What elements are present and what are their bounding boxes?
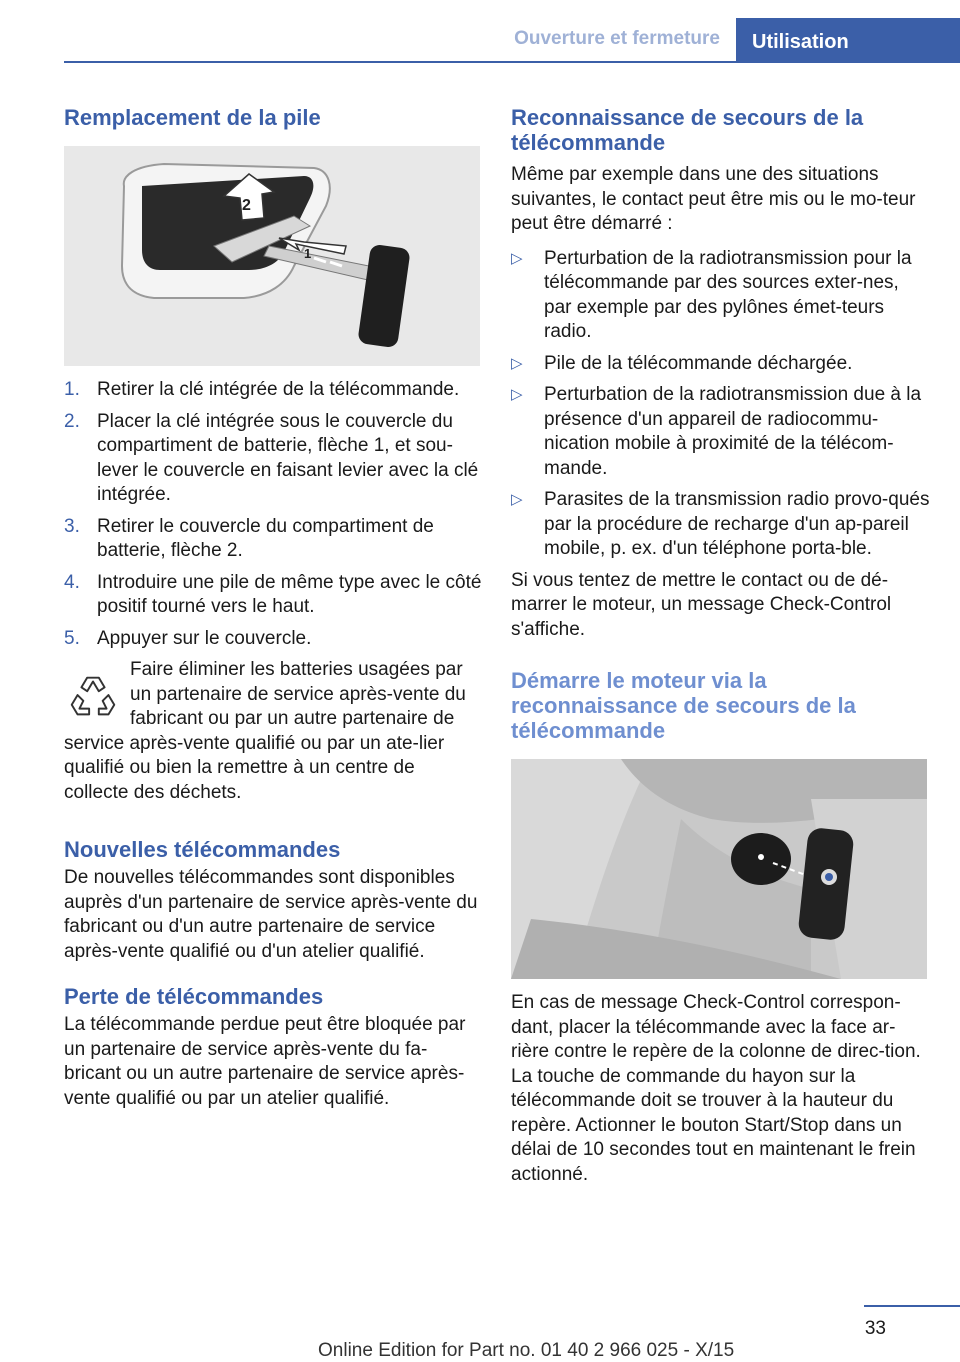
situations-list bbox=[511, 247, 931, 562]
left-column bbox=[64, 100, 482, 1111]
heading-start-engine: Démarre le moteur via la reconnaissance de secours de la télécommande bbox=[511, 668, 856, 743]
start-engine-text: En cas de message Check-Control correspon-dant, placer la télécommande avec la face ar-rière contre le repère de la colonne de direc-tion. La touche de commande du hayon sur la télécommande doit se trouver à la hauteur du repère. Actionner le bouton Start/Stop dans un délai de 10 secondes tout en maintenant le frein actionné. bbox=[511, 992, 921, 1185]
battery-steps-list bbox=[64, 378, 482, 651]
triangle-bullet-icon: ▷ bbox=[511, 249, 523, 267]
list-item: 1. Retirer la clé intégrée de la télécommande. bbox=[64, 379, 460, 400]
header-section-title: Ouverture et fermeture bbox=[514, 28, 720, 49]
environment-note bbox=[64, 658, 482, 805]
key-battery-drawing bbox=[64, 146, 480, 366]
check-control-text: Si vous tentez de mettre le contact ou de dé-marrer le moteur, un message Check-Control s'affiche. bbox=[511, 569, 892, 640]
steering-column-drawing bbox=[511, 759, 927, 979]
list-item: ▷ Pile de la télécommande déchargée. bbox=[511, 352, 931, 377]
triangle-bullet-icon: ▷ bbox=[511, 386, 523, 403]
page-number: 33 bbox=[864, 1318, 886, 1339]
footer-rule bbox=[864, 1305, 960, 1307]
heading-emergency-detection: Reconnaissance de secours de la télécommande bbox=[511, 105, 864, 155]
list-item: ▷ Parasites de la transmission radio provo-qués par la procédure de recharge d'un ap-pareil mobile, p. ex. d'un téléphone porta-ble. bbox=[511, 489, 930, 559]
list-item: 2. Placer la clé intégrée sous le couvercle du compartiment de batterie, flèche 1, et sou-lever le couvercle en faisant levier avec la clé intégrée. bbox=[64, 410, 479, 505]
svg-text:1: 1 bbox=[304, 246, 312, 261]
heading-new-remotes: Nouvelles télécommandes bbox=[64, 837, 341, 862]
heading-lost-remotes: Perte de télécommandes bbox=[64, 984, 324, 1009]
triangle-bullet-icon: ▷ bbox=[511, 354, 523, 372]
key-battery-illustration bbox=[64, 146, 480, 366]
heading-battery-replacement: Remplacement de la pile bbox=[64, 105, 321, 130]
right-column bbox=[511, 100, 931, 1187]
environment-note-text: Faire éliminer les batteries usagées par un partenaire de service après-vente du fabricant ou par un autre partenaire de service après-vente qualifié ou par un ate-lier qualifié ou bien la remettre à un centre de collecte des déchets. bbox=[64, 659, 466, 803]
steering-column-illustration bbox=[511, 759, 927, 979]
header-rule bbox=[64, 61, 960, 63]
list-item: ▷ Perturbation de la radiotransmission pour la télécommande par des sources exter-nes, par exemple par des pylônes émet-teurs radio. bbox=[511, 247, 912, 342]
list-item: 3. Retirer le couvercle du compartiment de batterie, flèche 2. bbox=[64, 515, 434, 561]
edition-note: Online Edition for Part no. 01 40 2 966 025 - X/15 bbox=[318, 1340, 735, 1361]
list-item: ▷ Perturbation de la radiotransmission due à la présence d'un appareil de radiocommu-nication mobile à proximité de la télécom-mande. bbox=[511, 384, 922, 479]
new-remotes-text: De nouvelles télécommandes sont disponibles auprès d'un partenaire de service après-vente du fabricant ou d'un autre partenaire de service après-vente qualifié ou d'un atelier qualifié. bbox=[64, 867, 478, 962]
lost-remotes-text: La télécommande perdue peut être bloquée par un partenaire de service après-vente du fa-bricant ou un autre partenaire de service après-vente qualifié ou par un atelier qualifié. bbox=[64, 1014, 466, 1109]
svg-text:2: 2 bbox=[242, 197, 251, 214]
triangle-bullet-icon: ▷ bbox=[511, 491, 523, 508]
emergency-intro-text: Même par exemple dans une des situations suivantes, le contact peut être mis ou le mo-teur peut être démarré : bbox=[511, 164, 916, 234]
list-item: 5. Appuyer sur le couvercle. bbox=[64, 627, 312, 649]
header-chapter-tab: Utilisation bbox=[736, 18, 960, 63]
recycle-icon bbox=[64, 668, 122, 726]
list-item: 4. Introduire une pile de même type avec le côté positif tourné vers le haut. bbox=[64, 571, 482, 617]
